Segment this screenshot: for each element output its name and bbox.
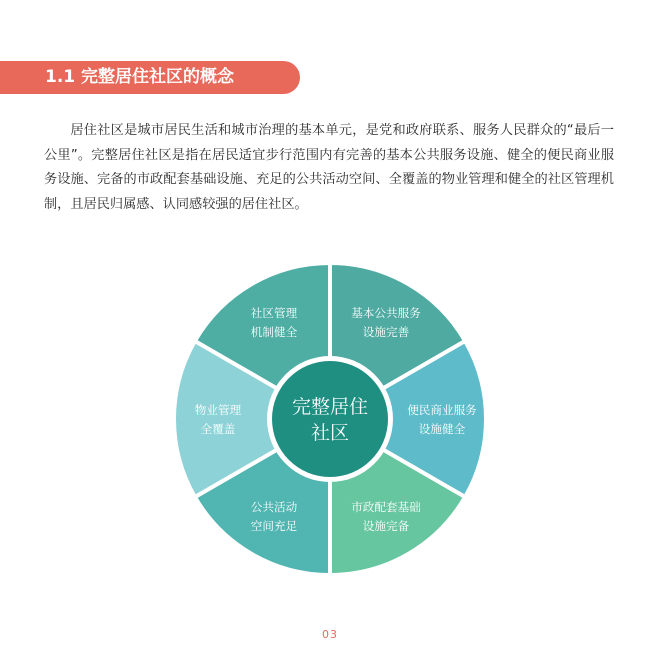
diagram-center-label-line1: 完整居住 xyxy=(291,396,369,418)
diagram-segment-label: 物业管理 xyxy=(194,403,242,417)
diagram-segment-label: 空间充足 xyxy=(250,518,298,533)
diagram-segment-label: 基本公共服务 xyxy=(351,306,421,321)
diagram-center-label-line2: 社区 xyxy=(310,422,350,444)
diagram-segment-label: 设施完备 xyxy=(362,518,410,533)
diagram-segment-label: 公共活动 xyxy=(250,499,298,514)
body-paragraph: 居住社区是城市居民生活和城市治理的基本单元，是党和政府联系、服务人民群众的“最后一公里”。完整居住社区是指在居民适宜步行范围内有完善的基本公共服务设施、健全的便民商业服务设施、完备的市政配套基础设施、充足的公共活动空间、全覆盖的物业管理和健全的社区管理机制，且居民归属感、认同感较强的居住社区。 xyxy=(44,123,614,212)
diagram-segment-label: 设施健全 xyxy=(418,422,466,436)
diagram-segment-label: 设施完善 xyxy=(362,325,410,340)
complete-community-diagram xyxy=(164,253,496,585)
diagram-segment-label: 机制健全 xyxy=(250,325,298,340)
diagram-segment-label: 市政配套基础 xyxy=(351,499,421,514)
diagram-segment-label: 全覆盖 xyxy=(200,422,236,436)
page-number: 03 xyxy=(322,628,338,641)
diagram-center-hub xyxy=(272,361,388,477)
diagram-segment-label: 便民商业服务 xyxy=(407,403,477,417)
section-banner xyxy=(0,61,300,94)
diagram-segment-label: 社区管理 xyxy=(250,306,298,321)
section-title: 1.1 完整居住社区的概念 xyxy=(45,67,235,87)
